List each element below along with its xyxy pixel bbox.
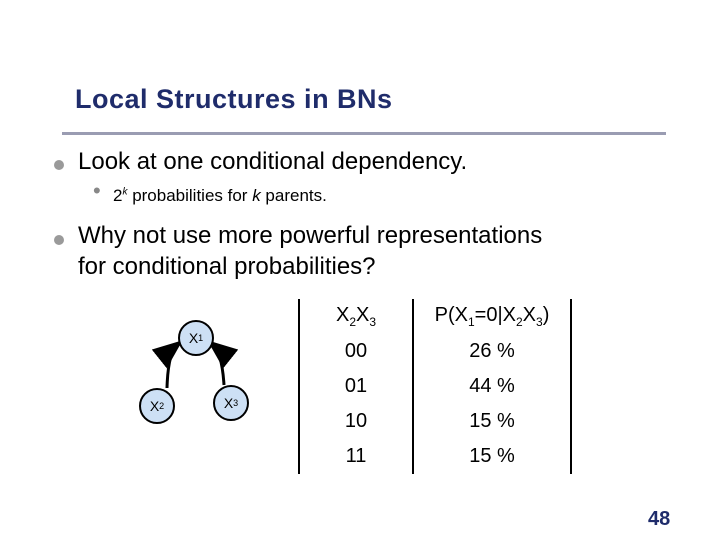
table-header-parents: $X_2X_3$ [299, 299, 413, 334]
sub-bullet-text: 2$^k$ probabilities for k parents. [113, 186, 327, 205]
table-cell-parents: 11 [299, 439, 413, 474]
table-cell-parents: 10 [299, 404, 413, 439]
page-number: 48 [648, 508, 671, 530]
cpd-table [298, 299, 572, 474]
table-cell-parents: 01 [299, 369, 413, 404]
table-cell-probability: 44 % [413, 369, 571, 404]
table-row [299, 439, 571, 474]
bullet-text-2-line-1: Why not use more powerful representations [78, 222, 543, 249]
table-row [299, 404, 571, 439]
table-cell-probability: 26 % [413, 334, 571, 369]
slide-title: Local Structures in BNs [75, 84, 393, 114]
edge-x3-to-x1 [212, 344, 224, 385]
table-header-row [299, 299, 571, 334]
table-cell-parents: 00 [299, 334, 413, 369]
sub-bullet-marker: • [93, 178, 101, 203]
node-x2: X 2 [139, 388, 175, 424]
bullet-text-1: Look at one conditional dependency. [78, 148, 468, 175]
edge-x2-to-x1 [167, 344, 178, 388]
table-row [299, 369, 571, 404]
table-cell-probability: 15 % [413, 439, 571, 474]
bullet-text-2-line-2: for conditional probabilities? [78, 253, 376, 280]
table-row [299, 334, 571, 369]
node-x3: X 3 [213, 385, 249, 421]
table-cell-probability: 15 % [413, 404, 571, 439]
table-header-probability: $P(X_1=0|X_2X_3)$ [413, 299, 571, 334]
node-x1: X 1 [178, 320, 214, 356]
